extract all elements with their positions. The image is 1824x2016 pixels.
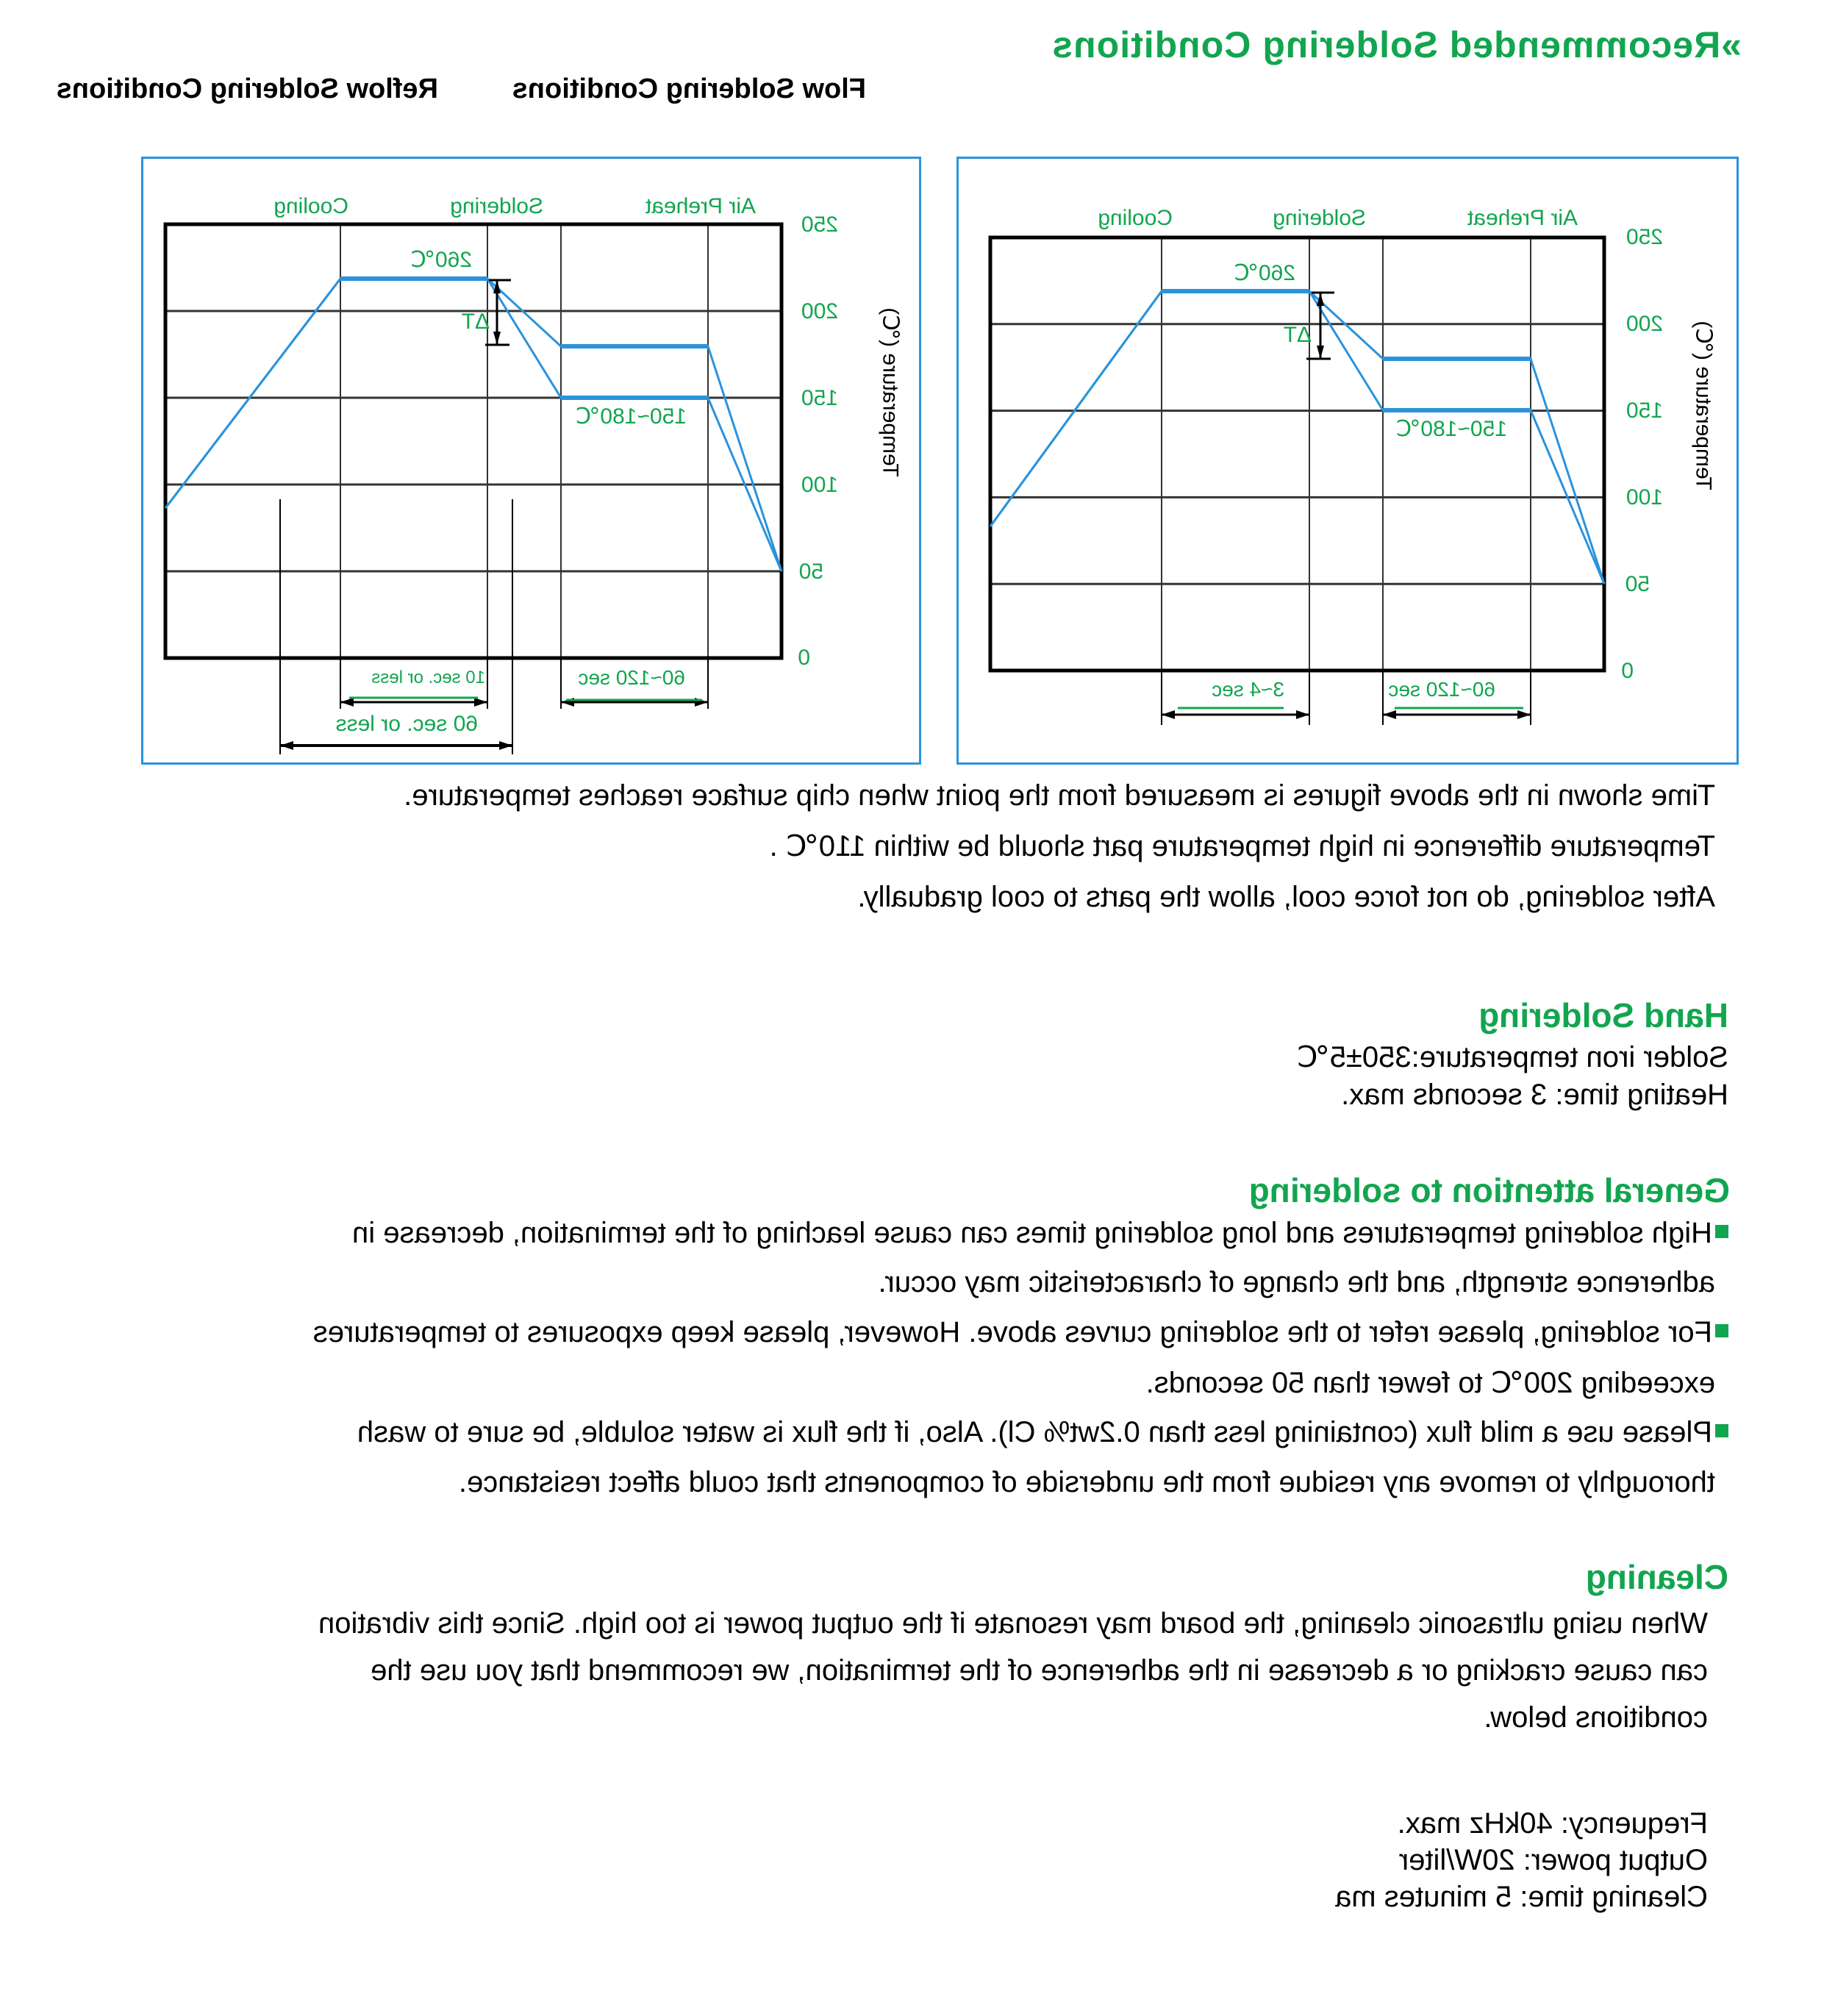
reflow-ytick-250: 250 <box>801 212 838 237</box>
flow-ytick-200: 200 <box>1625 312 1663 336</box>
flow-dim-preheat: 60~120 sec <box>1388 678 1495 701</box>
flow-dim-soldering: 3~4 sec <box>1212 678 1284 701</box>
bullet-square-icon <box>1715 1225 1728 1238</box>
general-bullet-3: Please use a mild flux (containing less than 0.2wt% Cl). Also, if the flux is water soluble, be sure to wash <box>357 1416 1728 1449</box>
flow-peak-label: 260℃ <box>1234 261 1295 285</box>
cleaning-spec-time: Cleaning time: 5 minutes ma <box>1335 1881 1708 1913</box>
flow-preheat-label: 150~180℃ <box>1395 417 1507 441</box>
flow-chart-title: Flow Soldering Conditions <box>512 74 866 104</box>
reflow-peak-label: 260℃ <box>410 248 472 272</box>
note-1: Time shown in the above figures is measured from the point when chip surface reaches temperature. <box>404 779 1715 812</box>
flow-ytick-0: 0 <box>1621 659 1634 683</box>
flow-zone-label-cooling: Cooling <box>1098 206 1173 230</box>
reflow-ytick-200: 200 <box>801 299 838 324</box>
reflow-zone-label-air-preheat: Air Preheat <box>645 194 756 218</box>
general-bullet-3-cont: thoroughly to remove any residue from the underside of components that could affect resistance. <box>458 1466 1715 1498</box>
note-3: After soldering, do not force cool, allow the parts to cool gradually. <box>857 881 1715 913</box>
reflow-ytick-0: 0 <box>798 646 810 670</box>
reflow-dim-peak: 10 sec. or less <box>371 668 485 687</box>
flow-y-axis-label: Temperature (℃) <box>1691 321 1716 490</box>
bullet-square-icon <box>1715 1324 1728 1337</box>
cleaning-spec-output-power: Output power: 20W/liter <box>1398 1844 1708 1876</box>
page-title: »Recommended Soldering Conditions <box>1051 24 1742 65</box>
cleaning-paragraph-line-2: can cause cracking or a decrease in the adherence of the termination, we recommend that you use the <box>371 1654 1708 1687</box>
title-chevron-icon: » <box>1720 24 1742 65</box>
reflow-ytick-150: 150 <box>801 386 838 410</box>
cleaning-paragraph-line-1: When using ultrasonic cleaning, the board may resonate if the output power is too high. Since this vibration <box>318 1607 1708 1640</box>
reflow-chart-title: Reflow Soldering Conditions <box>56 74 438 104</box>
flow-ytick-100: 100 <box>1625 485 1663 510</box>
reflow-dim-total: 60 sec. or less <box>335 712 478 736</box>
hand-soldering-line-1: Solder iron temperature:350±5℃ <box>1296 1041 1728 1073</box>
general-bullet-2: For soldering, please refer to the soldering curves above. However, please keep exposures to temperatures <box>313 1316 1728 1349</box>
flow-zone-label-soldering: Soldering <box>1273 206 1366 230</box>
flow-ytick-50: 50 <box>1625 572 1650 596</box>
flow-delta-label: ΔT <box>1283 323 1312 347</box>
hand-soldering-heading: Hand Soldering <box>1478 996 1728 1034</box>
bullet-square-icon <box>1715 1424 1728 1437</box>
cleaning-heading: Cleaning <box>1585 1558 1728 1596</box>
reflow-delta-label: ΔT <box>461 310 490 334</box>
general-bullet-2-cont: exceeding 200℃ to fewer than 50 seconds. <box>1145 1367 1715 1399</box>
flow-ytick-150: 150 <box>1625 398 1663 423</box>
general-attention-heading: General attention to soldering <box>1248 1171 1730 1209</box>
flow-zone-label-air-preheat: Air Preheat <box>1467 206 1578 230</box>
reflow-ytick-50: 50 <box>798 560 823 584</box>
hand-soldering-line-2: Heating time: 3 seconds max. <box>1341 1079 1728 1111</box>
reflow-chart-frame <box>141 157 921 765</box>
reflow-y-axis-label: Temperature (℃) <box>878 307 903 477</box>
flow-chart <box>954 159 1737 767</box>
flow-ytick-250: 250 <box>1625 225 1663 249</box>
reflow-dim-preheat: 60~120 sec <box>578 666 685 689</box>
reflow-preheat-label: 150~180℃ <box>575 404 687 429</box>
reflow-ytick-100: 100 <box>801 473 838 497</box>
cleaning-spec-frequency: Frequency: 40kHz max. <box>1397 1807 1708 1840</box>
reflow-chart <box>139 159 919 767</box>
reflow-zone-label-cooling: Cooling <box>273 194 348 218</box>
general-bullet-1: High soldering temperatures and long soldering times can cause leaching of the termination, decrease in <box>352 1217 1728 1250</box>
note-2: Temperature difference in high temperature part should be within 110℃ . <box>769 830 1715 862</box>
cleaning-paragraph-line-3: conditions below. <box>1484 1701 1708 1734</box>
flow-chart-frame <box>956 157 1739 765</box>
reflow-zone-label-soldering: Soldering <box>450 194 543 218</box>
general-bullet-1-cont: adherence strength, and the change of characteristic may occur. <box>878 1266 1715 1298</box>
